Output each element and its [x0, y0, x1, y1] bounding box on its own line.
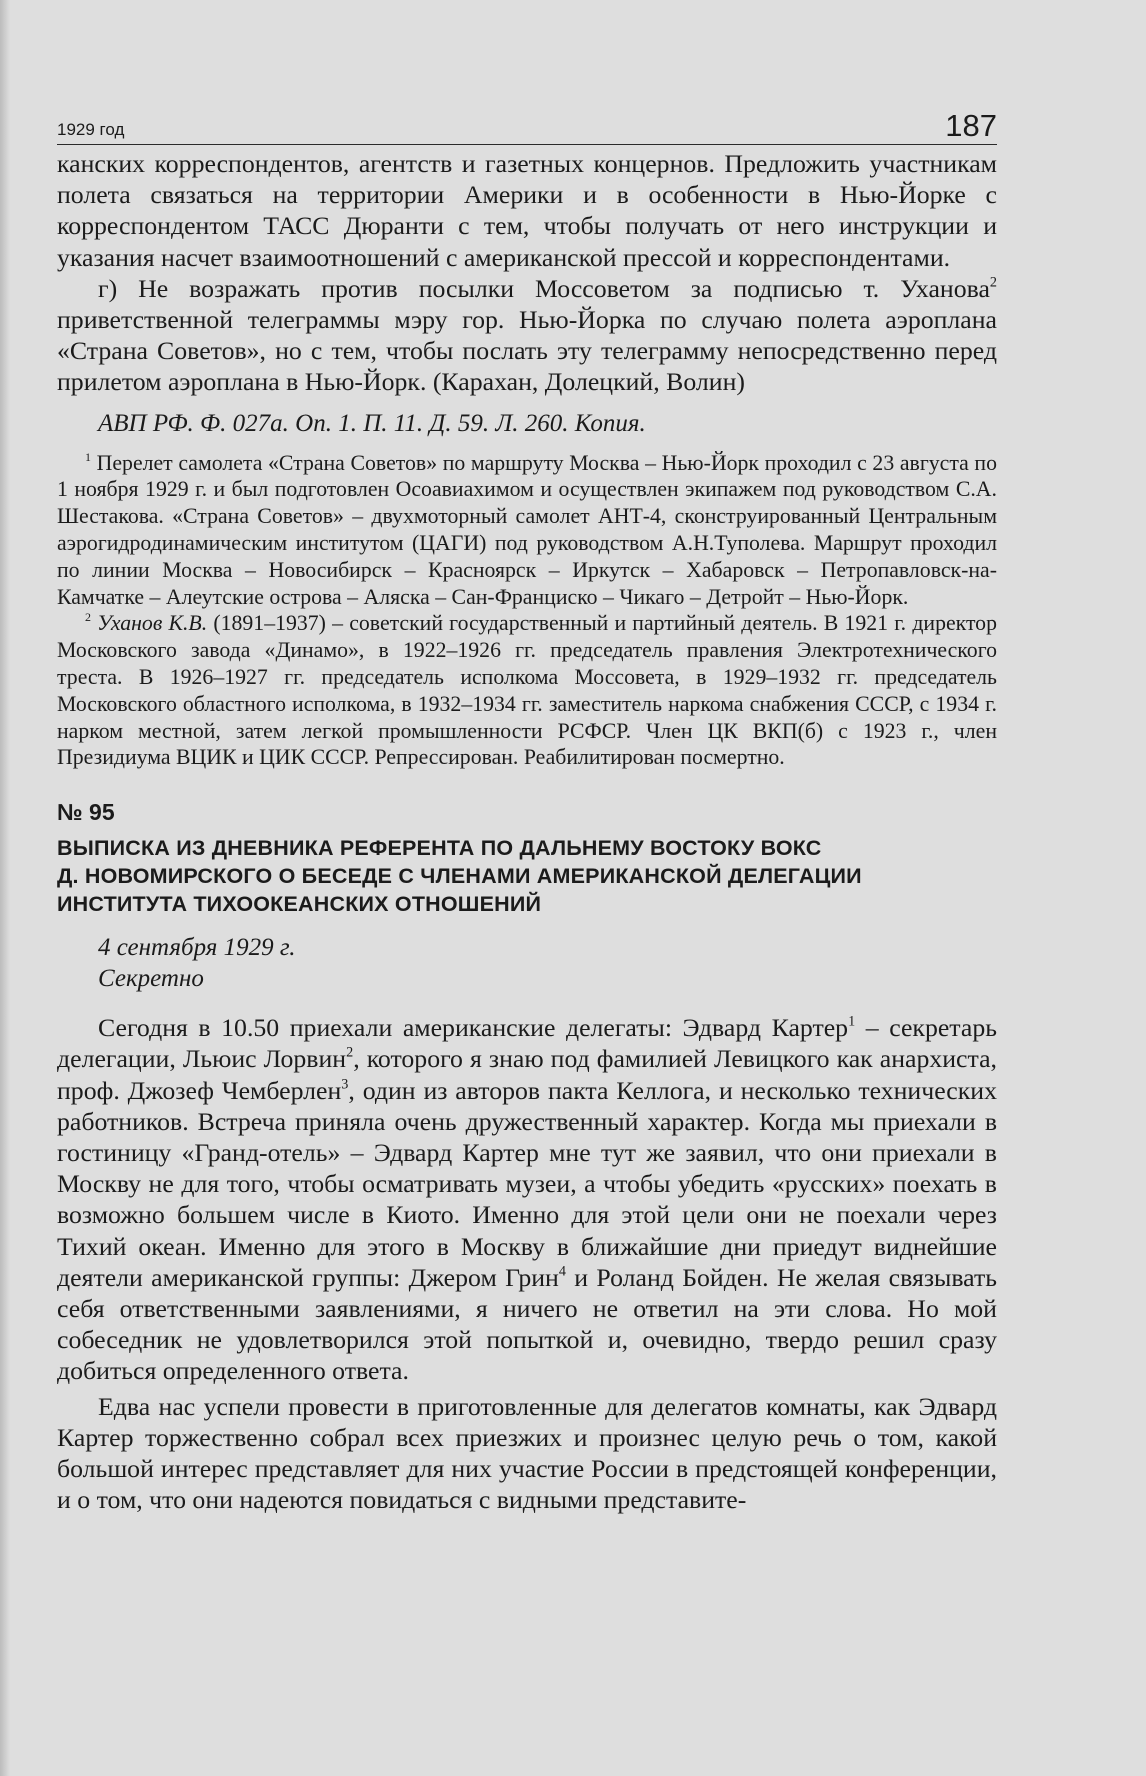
- running-head: [57, 100, 997, 145]
- body-p1-part-e: и Роланд Бойден. Не желая связывать себя ответственными заявлениями, я ничего не ответил на эти слова. Но мой собеседник не удовлетворился этой попыткой и, очевидно, твердо решил сразу добиться определенного ответа.: [57, 1262, 998, 1386]
- classification-mark: Секретно: [98, 965, 204, 993]
- archive-source: АВП РФ. Ф. 027а. Оп. 1. П. 11. Д. 59. Л. 260. Копия.: [98, 409, 646, 437]
- footnote-ref-2: 2: [989, 274, 997, 291]
- body-paragraph-1: [57, 1012, 997, 1386]
- footnote-ref-3: 3: [341, 1075, 349, 1092]
- body-p1-part-c: , которого я знаю под фамилией Левицкого как анархиста, проф. Джозеф Чемберлен: [57, 1044, 997, 1105]
- scan-edge-shadow: [0, 0, 10, 1776]
- footnote-2-mark: 2: [85, 610, 91, 625]
- document-number: № 95: [57, 799, 115, 826]
- footnote-1-text: Перелет самолета «Страна Советов» по маршруту Москва – Нью-Йорк проходил с 23 августа по 1 ноября 1929 г. и был подготовлен Осоавиахимом и осуществлен экипажем под руководством С.А. Шестакова. «Страна Советов» – двухмоторный самолет АНТ-4, сконструированный Центральным аэрогидродинамическим институтом (ЦАГИ) под руководством А.Н.Туполева. Маршрут проходил по линии Москва – Новосибирск – Красноярск – Иркутск – Хабаровск – Петропавловск-на-Камчатке – Алеутские острова – Аляска – Сан-Франциско – Чикаго – Детройт – Нью-Йорк.: [57, 450, 997, 609]
- footnote-2: [57, 610, 997, 771]
- footnote-1-mark: 1: [85, 449, 91, 464]
- document-title-line-2: Д. НОВОМИРСКОГО О БЕСЕДЕ С ЧЛЕНАМИ АМЕРИКАНСКОЙ ДЕЛЕГАЦИИ: [57, 864, 862, 889]
- continued-paragraph: канских корреспондентов, агентств и газетных концернов. Предложить участникам полета связаться на территории Америки и в особенности в Нью-Йорке с корреспондентом ТАСС Дюранти с тем, чтобы получать от него инструкции и указания насчет взаимоотношений с американской прессой и корреспондентами.: [57, 149, 997, 272]
- footnote-1: [57, 450, 997, 611]
- item-g-paragraph: [57, 273, 997, 398]
- document-title: [57, 834, 997, 918]
- footnote-2-name: Уханов К.В.: [91, 611, 208, 636]
- footnote-2-text: (1891–1937) – советский государственный и партийный деятель. В 1921 г. директор Московского завода «Динамо», в 1922–1926 гг. председатель правления Электротехнического треста. В 1926–1927 гг. председатель исполкома Моссовета, в 1929–1932 гг. председатель Московского областного исполкома, в 1932–1934 гг. заместитель наркома снабжения СССР, с 1934 г. нарком местной, затем легкой промышленности РСФСР. Член ЦК ВКП(б) с 1923 г., член Президиума ВЦИК и ЦИК СССР. Репрессирован. Реабилитирован посмертно.: [57, 611, 997, 770]
- body-p1-part-a: Сегодня в 10.50 приехали американские делегаты: Эдвард Картер: [98, 1013, 849, 1043]
- page-content: [57, 100, 997, 1515]
- item-g-text-a: г) Не возражать против посылки Моссоветом за подписью т. Уханова: [98, 273, 990, 303]
- footnote-ref-4: 4: [558, 1263, 566, 1280]
- body-p1-part-d: , один из авторов пакта Келлога, и несколько технических работников. Встреча приняла очень дружественный характер. Когда мы приехали в гостиницу «Гранд-отель» – Эдвард Картер мне тут же заявил, что они приехали в Москву не для того, чтобы осматривать музеи, а чтобы убедить «русских» поехать в возможно большем числе в Киото. Именно для этой цели они не поехали через Тихий океан. Именно для этого в Москву в ближайшие дни приедут виднейшие деятели американской группы: Джером Грин: [57, 1075, 997, 1292]
- body-p1-part-b: – секретарь делегации, Льюис Лорвин: [57, 1013, 997, 1074]
- item-g-text-b: приветственной телеграммы мэру гор. Нью-Йорка по случаю полета аэроплана «Страна Советов», но с тем, чтобы послать эту телеграмму непосредственно перед прилетом аэроплана в Нью-Йорк. (Карахан, Долецкий, Волин): [57, 305, 997, 397]
- document-date: 4 сентября 1929 г.: [98, 934, 296, 962]
- footnote-ref-1: 1: [848, 1013, 856, 1030]
- document-title-line-1: ВЫПИСКА ИЗ ДНЕВНИКА РЕФЕРЕНТА ПО ДАЛЬНЕМУ ВОСТОКУ ВОКС: [57, 836, 822, 861]
- document-title-line-3: ИНСТИТУТА ТИХООКЕАНСКИХ ОТНОШЕНИЙ: [57, 892, 542, 917]
- body-paragraph-2: Едва нас успели провести в приготовленные для делегатов комнаты, как Эдвард Картер торжественно собрал всех приезжих и произнес целую речь о том, какой большой интерес представляет для них участие России в предстоящей конференции, и о том, что они надеются повидаться с видными представите-: [57, 1391, 997, 1515]
- footnote-ref-2b: 2: [346, 1044, 354, 1061]
- running-head-year: 1929 год: [57, 120, 125, 139]
- page-number: 187: [945, 108, 997, 143]
